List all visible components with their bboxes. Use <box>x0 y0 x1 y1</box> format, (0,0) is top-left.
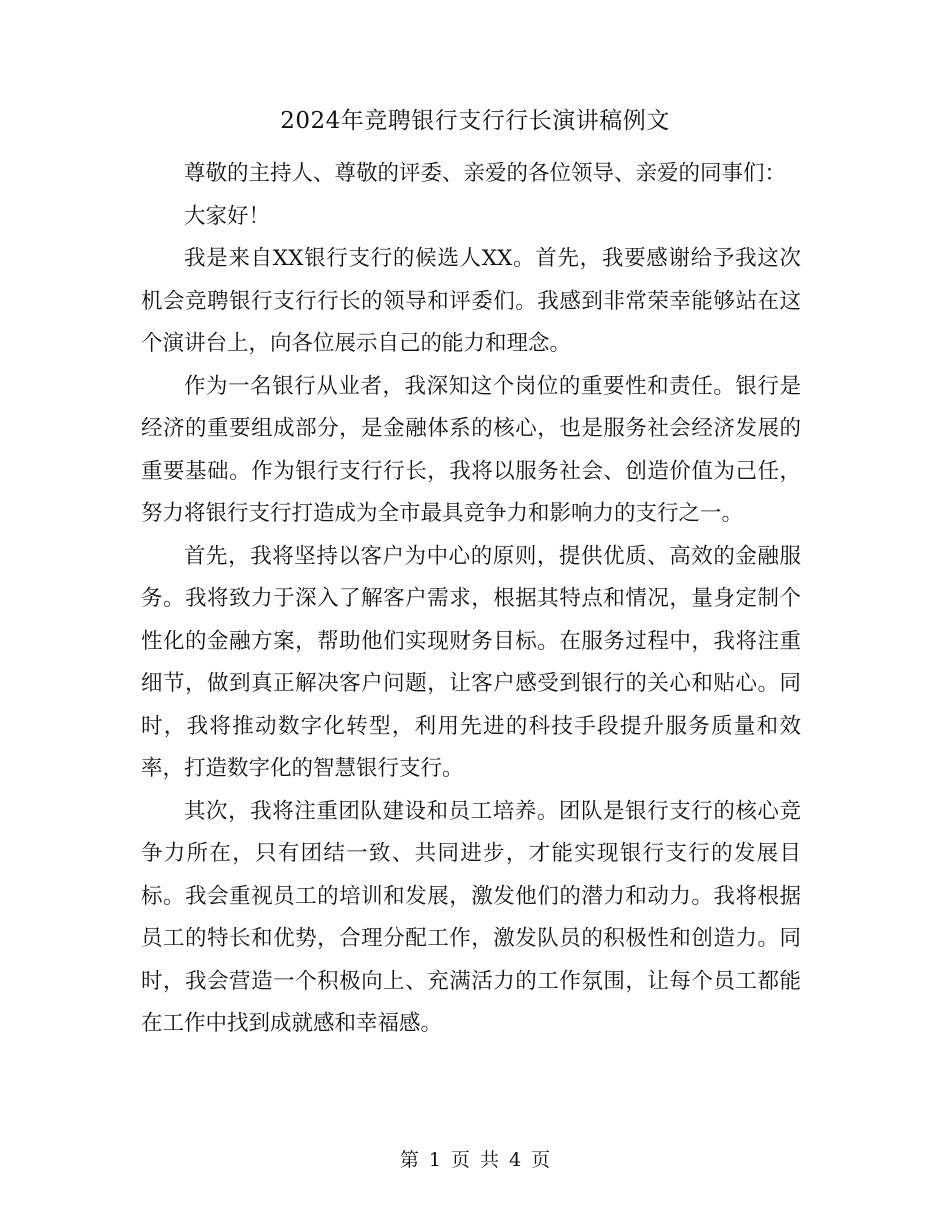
body-paragraph: 我是来自XX银行支行的候选人XX。首先，我要感谢给予我这次机会竞聘银行支行行长的领导和评委们。我感到非常荣幸能够站在这个演讲台上，向各位展示自己的能力和理念。 <box>141 246 801 356</box>
document-title: 2024年竞聘银行支行行长演讲稿例文 <box>280 108 670 134</box>
body-paragraph: 首先，我将坚持以客户为中心的原则，提供优质、高效的金融服务。我将致力于深入了解客户需求，根据其特点和情况，量身定制个性化的金融方案，帮助他们实现财务目标。在服务过程中，我将注重细节，做到真正解决客户问题，让客户感受到银行的关心和贴心。同时，我将推动数字化转型，利用先进的科技手段提升服务质量和效率，打造数字化的智慧银行支行。 <box>141 543 801 781</box>
body-paragraph: 其次，我将注重团队建设和员工培养。团队是银行支行的核心竞争力所在，只有团结一致、共同进步，才能实现银行支行的发展目标。我会重视员工的培训和发展，激发他们的潜力和动力。我将根据员工的特长和优势，合理分配工作，激发队员的积极性和创造力。同时，我会营造一个积极向上、充满活力的工作氛围，让每个员工都能在工作中找到成就感和幸福感。 <box>141 798 801 1036</box>
document-body <box>141 153 801 1046</box>
salutation-paragraph: 尊敬的主持人、尊敬的评委、亲爱的各位领导、亲爱的同事们： <box>184 161 787 186</box>
body-paragraph: 作为一名银行从业者，我深知这个岗位的重要性和责任。银行是经济的重要组成部分，是金融体系的核心，也是服务社会经济发展的重要基础。作为银行支行行长，我将以服务社会、创造价值为己任，努力将银行支行打造成为全市最具竞争力和影响力的支行之一。 <box>141 373 801 526</box>
page-footer: 第 1 页 共 4 页 <box>399 1149 551 1171</box>
greeting-paragraph: 大家好！ <box>184 203 271 229</box>
